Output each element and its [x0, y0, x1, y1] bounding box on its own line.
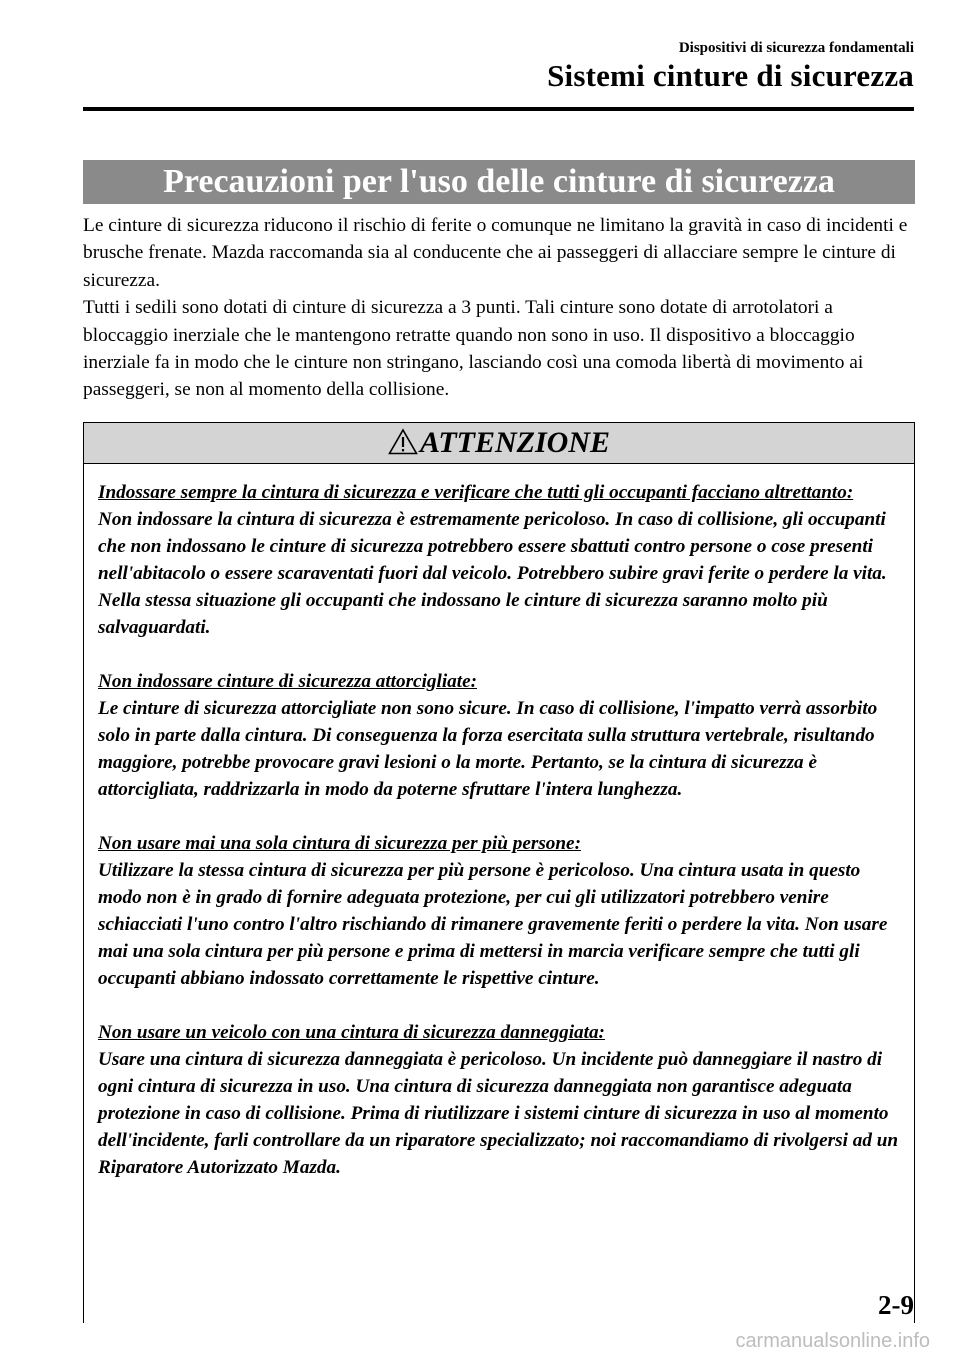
warning-item-text: Utilizzare la stessa cintura di sicurezza per più persone è pericoloso. Una cintura usata in questo modo non è in grado di fornire adeguata protezione, per cui gli utilizzatori potrebbero venire schiacciati l'uno contro l'altro rischiando di rimanere gravemente feriti o perdere la vita. Non usare mai una sola cintura per più persone e prima di mettersi in marcia verificare sempre che tutti gli occupanti abbiano indossato correttamente le rispettive cinture. — [98, 860, 888, 989]
warning-item — [98, 830, 900, 992]
page-number: 2-9 — [878, 1290, 914, 1320]
warning-body — [84, 464, 914, 1181]
section-title-bar — [83, 160, 915, 204]
chapter-subtitle: Dispositivi di sicurezza fondamentali — [678, 40, 914, 56]
warning-item — [98, 479, 900, 641]
warning-item-text: Usare una cintura di sicurezza danneggiata è pericoloso. Un incidente può danneggiare il nastro di ogni cintura di sicurezza in uso. Una cintura di sicurezza danneggiata non garantisce adeguata protezione in caso di collisione. Prima di riutilizzare i sistemi cinture di sicurezza in uso al momento dell'incidente, farli controllare da un riparatore specializzato; noi raccomandiamo di rivolgersi ad un Riparatore Autorizzato Mazda. — [98, 1049, 899, 1178]
warning-item-heading: Non usare mai una sola cintura di sicurezza per più persone: — [98, 833, 581, 854]
watermark: carmanualsonline.info — [735, 1330, 930, 1352]
warning-item-heading: Non indossare cinture di sicurezza attorcigliate: — [98, 671, 477, 692]
warning-box — [83, 422, 915, 1323]
section-title: Precauzioni per l'uso delle cinture di sicurezza — [163, 163, 835, 200]
warning-triangle-icon — [388, 428, 418, 455]
intro-text — [83, 212, 915, 404]
warning-header — [84, 423, 914, 464]
warning-item-heading: Non usare un veicolo con una cintura di sicurezza danneggiata: — [98, 1022, 605, 1043]
warning-label: ATTENZIONE — [419, 426, 611, 459]
header-divider — [83, 107, 914, 111]
intro-paragraph: Tutti i sedili sono dotati di cinture di sicurezza a 3 punti. Tali cinture sono dotate di arrotolatori a bloccaggio inerziale che le mantengono retratte quando non sono in uso. Il dispositivo a bloccaggio inerziale fa in modo che le cinture non stringano, lasciando così una comoda libertà di movimento ai passeggeri, se non al momento della collisione. — [83, 297, 864, 401]
warning-item-text: Non indossare la cintura di sicurezza è estremamente pericoloso. In caso di collisione, gli occupanti che non indossano le cinture di sicurezza potrebbero essere sbattuti contro persone o cose presenti nell'abitacolo o essere scaraventati fuori dal veicolo. Potrebbero subire gravi ferite o perdere la vita. Nella stessa situazione gli occupanti che indossano le cinture di sicurezza saranno molto più salvaguardati. — [98, 509, 887, 638]
warning-item — [98, 1019, 900, 1181]
warning-item-heading: Indossare sempre la cintura di sicurezza e verificare che tutti gli occupanti facciano altrettanto: — [98, 482, 854, 503]
warning-item — [98, 668, 900, 803]
chapter-title: Sistemi cinture di sicurezza — [547, 58, 914, 93]
warning-item-text: Le cinture di sicurezza attorcigliate non sono sicure. In caso di collisione, l'impatto verrà assorbito solo in parte dalla cintura. Di conseguenza la forza esercitata sulla struttura vertebrale, risultando maggiore, potrebbe provocare gravi lesioni o la morte. Pertanto, se la cintura di sicurezza è attorcigliata, raddrizzarla in modo da poterne sfruttare l'intera lunghezza. — [98, 698, 878, 800]
intro-paragraph: Le cinture di sicurezza riducono il rischio di ferite o comunque ne limitano la gravità in caso di incidenti e brusche frenate. Mazda raccomanda sia al conducente che ai passeggeri di allacciare sempre le cinture di sicurezza. — [83, 215, 908, 291]
